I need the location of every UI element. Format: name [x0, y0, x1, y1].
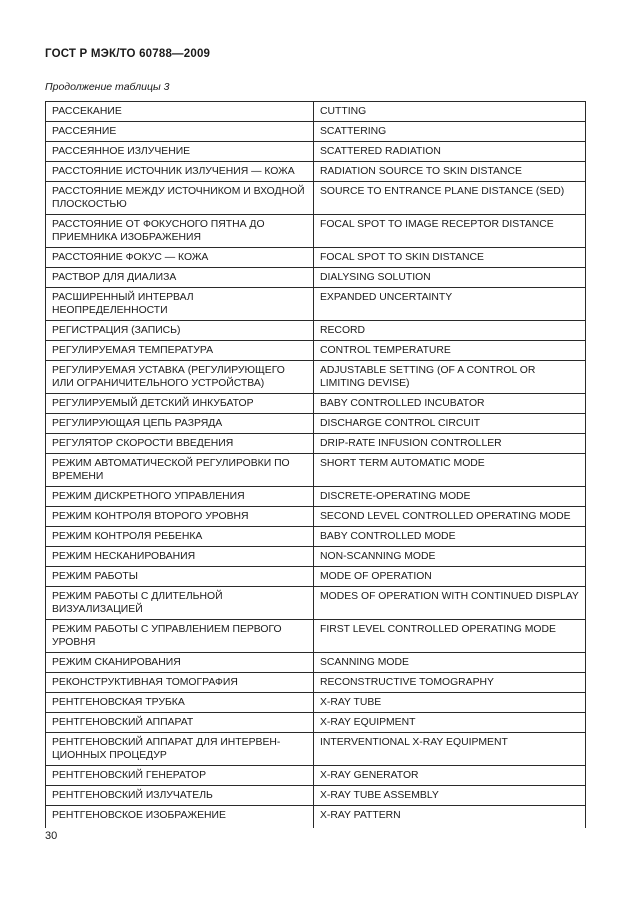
term-english: X-RAY EQUIPMENT — [314, 713, 586, 733]
term-russian: РЕЖИМ РАБОТЫ — [46, 567, 314, 587]
term-russian: РЕГУЛИРУЕМАЯ ТЕМПЕРАТУРА — [46, 341, 314, 361]
term-russian: РЕКОНСТРУКТИВНАЯ ТОМОГРАФИЯ — [46, 673, 314, 693]
term-english: SCANNING MODE — [314, 653, 586, 673]
table-row — [46, 733, 586, 766]
term-russian: РЕЖИМ АВТОМАТИЧЕСКОЙ РЕГУЛИРОВКИ ПО ВРЕМЕНИ — [46, 454, 314, 487]
term-russian: РАССЕКАНИЕ — [46, 102, 314, 122]
term-russian: РЕГУЛЯТОР СКОРОСТИ ВВЕДЕНИЯ — [46, 434, 314, 454]
table-row — [46, 806, 586, 829]
term-english: X-RAY TUBE ASSEMBLY — [314, 786, 586, 806]
term-english: X-RAY TUBE — [314, 693, 586, 713]
table-row — [46, 142, 586, 162]
term-english: FIRST LEVEL CONTROLLED OPERATING MODE — [314, 620, 586, 653]
term-russian: РАСТВОР ДЛЯ ДИАЛИЗА — [46, 268, 314, 288]
document-header: ГОСТ Р МЭК/ТО 60788—2009 — [45, 48, 211, 60]
table-row — [46, 653, 586, 673]
term-russian: РЕЖИМ ДИСКРЕТНОГО УПРАВЛЕНИЯ — [46, 487, 314, 507]
term-english: FOCAL SPOT TO IMAGE RECEPTOR DISTANCE — [314, 215, 586, 248]
term-english: DIALYSING SOLUTION — [314, 268, 586, 288]
term-russian: РАССТОЯНИЕ МЕЖДУ ИСТОЧНИКОМ И ВХОДНОЙ ПЛОСКОСТЬЮ — [46, 182, 314, 215]
term-russian: РЕЖИМ КОНТРОЛЯ РЕБЕНКА — [46, 527, 314, 547]
term-english: ADJUSTABLE SETTING (OF A CONTROL OR LIMITING DEVISE) — [314, 361, 586, 394]
table-row — [46, 527, 586, 547]
term-russian: РАССЕЯННОЕ ИЗЛУЧЕНИЕ — [46, 142, 314, 162]
table-row — [46, 547, 586, 567]
term-russian: РЕНТГЕНОВСКИЙ ГЕНЕРАТОР — [46, 766, 314, 786]
term-english: X-RAY GENERATOR — [314, 766, 586, 786]
table-row — [46, 693, 586, 713]
term-english: MODES OF OPERATION WITH CONTINUED DISPLAY — [314, 587, 586, 620]
term-russian: РЕГУЛИРУЕМАЯ УСТАВКА (РЕГУЛИРУЮЩЕГО ИЛИ ОГРАНИЧИТЕЛЬНОГО УСТРОЙСТВА) — [46, 361, 314, 394]
term-russian: РЕЖИМ НЕСКАНИРОВАНИЯ — [46, 547, 314, 567]
table-row — [46, 786, 586, 806]
term-russian: РАССТОЯНИЕ ФОКУС — КОЖА — [46, 248, 314, 268]
term-russian: РЕЖИМ РАБОТЫ С ДЛИТЕЛЬНОЙ ВИЗУАЛИЗАЦИЕЙ — [46, 587, 314, 620]
table-row — [46, 182, 586, 215]
term-english: X-RAY PATTERN — [314, 806, 586, 829]
table-row — [46, 341, 586, 361]
term-english: FOCAL SPOT TO SKIN DISTANCE — [314, 248, 586, 268]
term-russian: РЕЖИМ КОНТРОЛЯ ВТОРОГО УРОВНЯ — [46, 507, 314, 527]
table-row — [46, 248, 586, 268]
term-english: RECORD — [314, 321, 586, 341]
table-row — [46, 567, 586, 587]
term-russian: РЕНТГЕНОВСКИЙ ИЗЛУЧАТЕЛЬ — [46, 786, 314, 806]
table-row — [46, 394, 586, 414]
term-russian: РЕГУЛИРУЕМЫЙ ДЕТСКИЙ ИНКУБАТОР — [46, 394, 314, 414]
table-row — [46, 102, 586, 122]
term-russian: РЕГУЛИРУЮЩАЯ ЦЕПЬ РАЗРЯДА — [46, 414, 314, 434]
table-row — [46, 361, 586, 394]
term-english: SECOND LEVEL CONTROLLED OPERATING MODE — [314, 507, 586, 527]
term-russian: РЕГИСТРАЦИЯ (ЗАПИСЬ) — [46, 321, 314, 341]
term-russian: РЕЖИМ РАБОТЫ С УПРАВЛЕНИЕМ ПЕРВОГО УРОВНЯ — [46, 620, 314, 653]
table-row — [46, 713, 586, 733]
table-row — [46, 122, 586, 142]
terms-table — [45, 101, 586, 828]
table-row — [46, 215, 586, 248]
term-english: DISCHARGE CONTROL CIRCUIT — [314, 414, 586, 434]
term-english: BABY CONTROLLED INCUBATOR — [314, 394, 586, 414]
term-russian: РАСШИРЕННЫЙ ИНТЕРВАЛ НЕОПРЕДЕЛЕННОСТИ — [46, 288, 314, 321]
term-english: SHORT TERM AUTOMATIC MODE — [314, 454, 586, 487]
term-russian: РЕНТГЕНОВСКИЙ АППАРАТ ДЛЯ ИНТЕРВЕН-ЦИОННЫХ ПРОЦЕДУР — [46, 733, 314, 766]
term-english: DRIP-RATE INFUSION CONTROLLER — [314, 434, 586, 454]
term-russian: РЕЖИМ СКАНИРОВАНИЯ — [46, 653, 314, 673]
term-english: EXPANDED UNCERTAINTY — [314, 288, 586, 321]
table-row — [46, 288, 586, 321]
table-row — [46, 414, 586, 434]
table-row — [46, 268, 586, 288]
term-russian: РАССТОЯНИЕ ОТ ФОКУСНОГО ПЯТНА ДО ПРИЕМНИКА ИЗОБРАЖЕНИЯ — [46, 215, 314, 248]
table-row — [46, 507, 586, 527]
term-english: NON-SCANNING MODE — [314, 547, 586, 567]
page-number: 30 — [45, 830, 58, 842]
term-english: RECONSTRUCTIVE TOMOGRAPHY — [314, 673, 586, 693]
table-caption: Продолжение таблицы 3 — [45, 81, 170, 93]
terms-table-body — [46, 102, 586, 829]
term-english: INTERVENTIONAL X-RAY EQUIPMENT — [314, 733, 586, 766]
term-english: BABY CONTROLLED MODE — [314, 527, 586, 547]
term-russian: РЕНТГЕНОВСКОЕ ИЗОБРАЖЕНИЕ — [46, 806, 314, 829]
term-english: SCATTERING — [314, 122, 586, 142]
table-row — [46, 321, 586, 341]
table-row — [46, 766, 586, 786]
term-english: MODE OF OPERATION — [314, 567, 586, 587]
term-english: RADIATION SOURCE TO SKIN DISTANCE — [314, 162, 586, 182]
term-russian: РАССЕЯНИЕ — [46, 122, 314, 142]
term-english: CUTTING — [314, 102, 586, 122]
table-row — [46, 434, 586, 454]
term-russian: РАССТОЯНИЕ ИСТОЧНИК ИЗЛУЧЕНИЯ — КОЖА — [46, 162, 314, 182]
table-row — [46, 587, 586, 620]
table-row — [46, 487, 586, 507]
table-row — [46, 162, 586, 182]
table-row — [46, 673, 586, 693]
term-russian: РЕНТГЕНОВСКИЙ АППАРАТ — [46, 713, 314, 733]
term-english: CONTROL TEMPERATURE — [314, 341, 586, 361]
table-row — [46, 454, 586, 487]
table-row — [46, 620, 586, 653]
term-english: DISCRETE-OPERATING MODE — [314, 487, 586, 507]
term-russian: РЕНТГЕНОВСКАЯ ТРУБКА — [46, 693, 314, 713]
term-english: SOURCE TO ENTRANCE PLANE DISTANCE (SED) — [314, 182, 586, 215]
term-english: SCATTERED RADIATION — [314, 142, 586, 162]
